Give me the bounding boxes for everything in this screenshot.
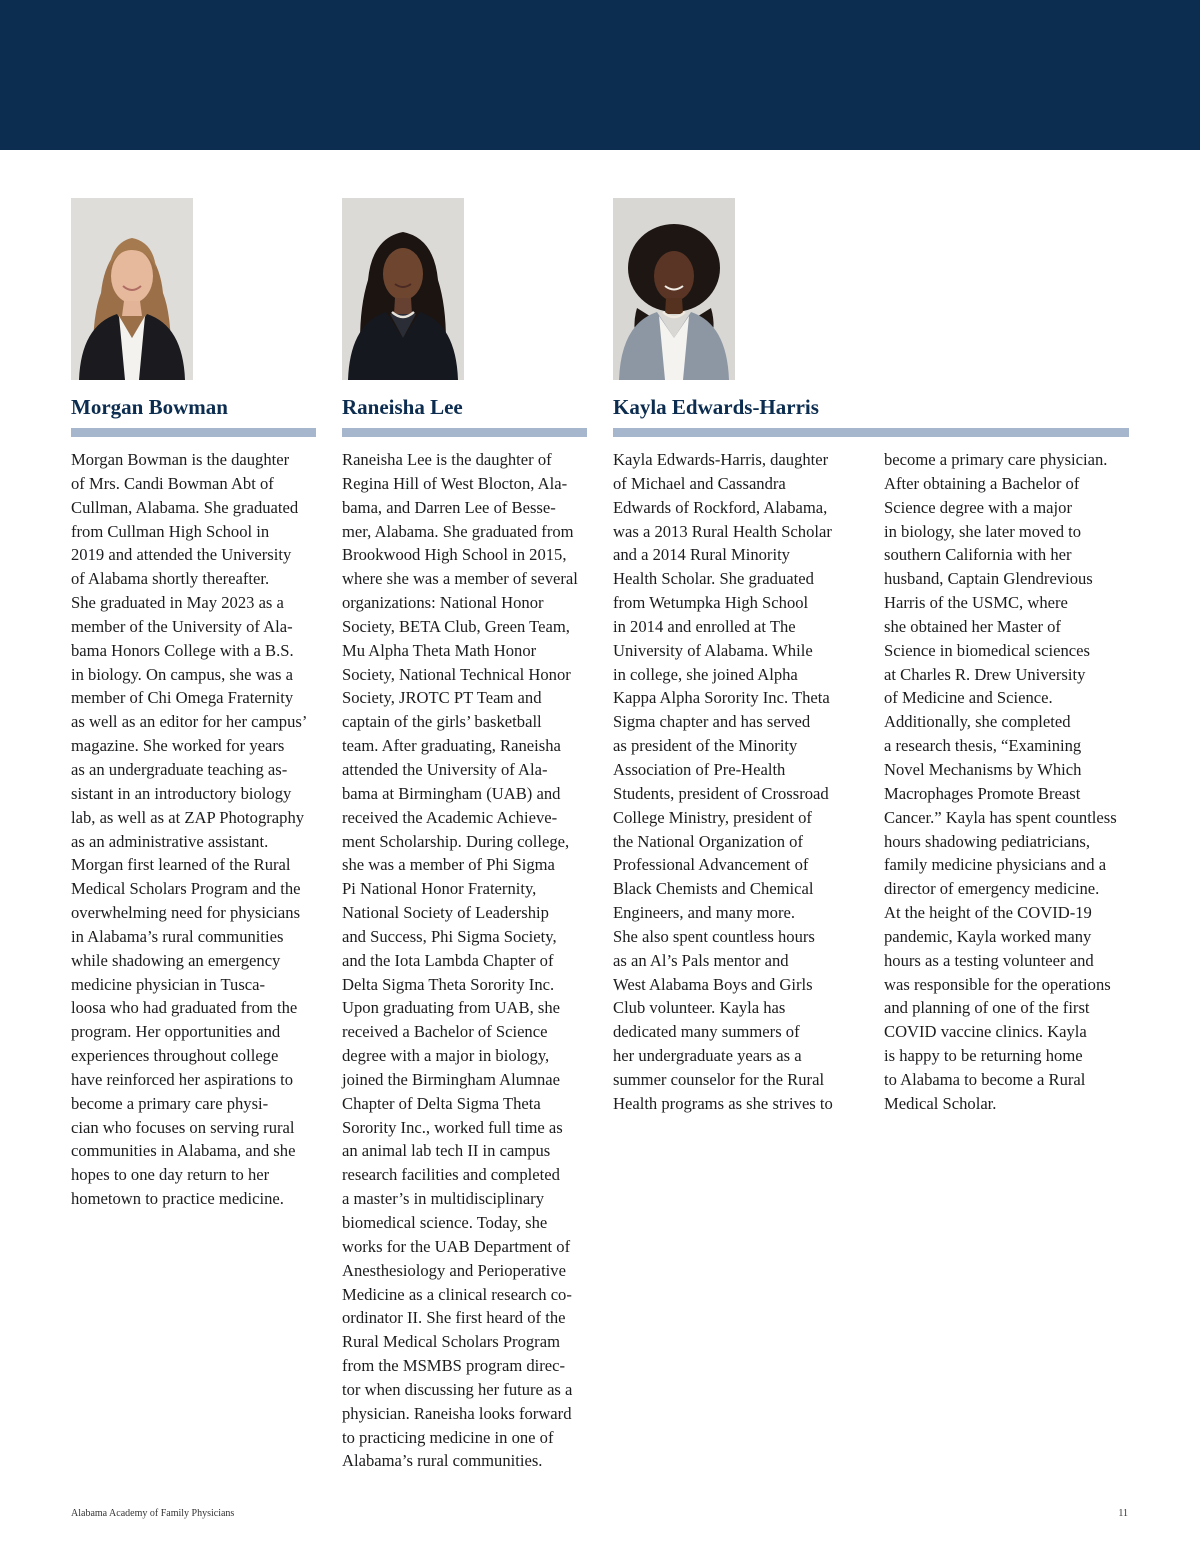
bio-line: works for the UAB Department of [342, 1236, 571, 1256]
bio-line: biomedical science. Today, she [342, 1213, 548, 1232]
bio-line: to Alabama to become a Rural [884, 1069, 1086, 1089]
bio-line: Cullman, Alabama. She graduated [71, 497, 299, 517]
bio-line: was responsible for the operations [884, 974, 1111, 994]
portrait-photo-raneisha-lee [342, 198, 464, 380]
bio-line: she obtained her Master of [884, 616, 1061, 636]
bio-line: degree with a major in biology, [342, 1046, 550, 1066]
bio-line: Rural Medical Scholars Program [342, 1332, 560, 1352]
bio-line: She graduated in May 2023 as a [71, 593, 284, 613]
bio-line: a research thesis, “Examining [884, 736, 1082, 756]
bio-line: have reinforced her aspirations to [71, 1069, 294, 1089]
bio-line: of Medicine and Science. [884, 688, 1053, 708]
bio-line: in 2014 and enrolled at The [613, 616, 796, 636]
bio-line: loosa who had graduated from the [71, 998, 298, 1018]
bio-line: in biology, she later moved to [884, 521, 1082, 541]
bio-line: of Mrs. Candi Bowman Abt of [71, 473, 274, 493]
bio-line: Additionally, she completed [884, 712, 1071, 732]
bio-line: She also spent countless hours [613, 926, 815, 946]
bio-line: from Cullman High School in [71, 521, 270, 541]
bio-line: Upon graduating from UAB, she [342, 998, 560, 1018]
bio-line: become a primary care physi- [71, 1093, 269, 1113]
bio-line: physician. Raneisha looks forward [342, 1403, 572, 1423]
bio-line: and planning of one of the first [884, 998, 1090, 1018]
bio-line: husband, Captain Glendrevious [884, 569, 1093, 589]
bio-line: At the height of the COVID-19 [884, 903, 1092, 923]
bio-line: hometown to practice medicine. [71, 1189, 284, 1209]
bio-kayla-edwards-harris [613, 448, 833, 1116]
bio-line: of Michael and Cassandra [613, 473, 786, 493]
bio-line: magazine. She worked for years [71, 736, 285, 756]
bio-line: from Wetumpka High School [613, 593, 809, 613]
bio-line: program. Her opportunities and [71, 1022, 281, 1042]
bio-line: National Society of Leadership [342, 903, 549, 923]
bio-line: as president of the Minority [613, 736, 798, 756]
bio-line: received a Bachelor of Science [342, 1022, 548, 1042]
bio-line: Chapter of Delta Sigma Theta [342, 1093, 541, 1113]
bio-line: team. After graduating, Raneisha [342, 736, 561, 756]
bio-line: in college, she joined Alpha [613, 664, 798, 684]
divider-rule [613, 428, 1129, 437]
bio-line: Alabama’s rural communities. [342, 1451, 543, 1471]
bio-line: communities in Alabama, and she [71, 1141, 296, 1161]
bio-line: an animal lab tech II in campus [342, 1141, 551, 1161]
bio-line: bama Honors College with a B.S. [71, 640, 294, 660]
bio-line: lab, as well as at ZAP Photography [71, 807, 305, 827]
bio-line: COVID vaccine clinics. Kayla [884, 1022, 1087, 1042]
bio-line: Anesthesiology and Perioperative [342, 1260, 566, 1280]
bio-line: Brookwood High School in 2015, [342, 545, 567, 565]
name-heading-morgan-bowman: Morgan Bowman [71, 395, 228, 419]
bio-line: where she was a member of several [342, 569, 578, 589]
bio-line: and the Iota Lambda Chapter of [342, 950, 554, 970]
bio-line: Society, BETA Club, Green Team, [342, 616, 570, 636]
portrait-photo-morgan-bowman [71, 198, 193, 380]
bio-line: College Ministry, president of [613, 807, 812, 827]
bio-line: Edwards of Rockford, Alabama, [613, 497, 828, 517]
bio-line: as well as an editor for her campus’ [71, 712, 308, 732]
bio-line: Macrophages Promote Breast [884, 783, 1081, 803]
bio-line: she was a member of Phi Sigma [342, 855, 555, 875]
bio-line: experiences throughout college [71, 1046, 279, 1066]
bio-line: medicine physician in Tusca- [71, 974, 266, 994]
bio-line: in Alabama’s rural communities [71, 926, 284, 946]
bio-line: Medical Scholar. [884, 1093, 997, 1113]
bio-line: Club volunteer. Kayla has [613, 998, 786, 1018]
bio-line: Students, president of Crossroad [613, 783, 829, 803]
bio-line: 2019 and attended the University [71, 545, 292, 565]
footer-page-number: 11 [1118, 1508, 1128, 1519]
bio-line: Engineers, and many more. [613, 903, 796, 923]
bio-line: Association of Pre-Health [613, 759, 786, 779]
bio-line: a master’s in multidisciplinary [342, 1189, 545, 1209]
bio-line: attended the University of Ala- [342, 759, 548, 779]
bio-line: mer, Alabama. She graduated from [342, 521, 574, 541]
bio-line: Sigma chapter and has served [613, 712, 811, 732]
bio-line: Society, National Technical Honor [342, 664, 571, 684]
divider-rule [342, 428, 587, 437]
bio-line: southern California with her [884, 545, 1072, 565]
bio-line: the National Organization of [613, 831, 804, 851]
bio-line: as an Al’s Pals mentor and [613, 950, 789, 970]
bio-line: hours as a testing volunteer and [884, 950, 1094, 970]
bio-line: become a primary care physician. [884, 450, 1108, 469]
bio-line: Regina Hill of West Blocton, Ala- [342, 473, 568, 493]
bio-line: director of emergency medicine. [884, 879, 1100, 899]
bio-line: Delta Sigma Theta Sorority Inc. [342, 974, 555, 994]
bio-line: Morgan first learned of the Rural [71, 855, 291, 875]
bio-line: pandemic, Kayla worked many [884, 926, 1092, 946]
bio-line: Harris of the USMC, where [884, 593, 1068, 613]
name-heading-kayla-edwards-harris: Kayla Edwards-Harris [613, 395, 819, 419]
bio-line: overwhelming need for physicians [71, 903, 301, 923]
bio-kayla-edwards-harris-continued [884, 448, 1117, 1116]
bio-line: Kayla Edwards-Harris, daughter [613, 450, 829, 469]
bio-line: dedicated many summers of [613, 1022, 800, 1042]
bio-line: ordinator II. She first heard of the [342, 1308, 566, 1328]
bio-line: Sorority Inc., worked full time as [342, 1117, 563, 1137]
bio-line: Raneisha Lee is the daughter of [342, 450, 552, 469]
bio-line: Mu Alpha Theta Math Honor [342, 640, 537, 660]
bio-line: Science in biomedical sciences [884, 640, 1090, 660]
name-heading-raneisha-lee: Raneisha Lee [342, 395, 463, 419]
bio-line: Novel Mechanisms by Which [884, 759, 1082, 779]
bio-line: Health programs as she strives to [613, 1093, 833, 1113]
bio-line: summer counselor for the Rural [613, 1069, 825, 1089]
bio-line: was a 2013 Rural Health Scholar [613, 521, 832, 541]
bio-line: in biology. On campus, she was a [71, 664, 293, 684]
footer-publication-name: Alabama Academy of Family Physicians [71, 1508, 235, 1519]
bio-line: research facilities and completed [342, 1165, 560, 1185]
bio-line: Medicine as a clinical research co- [342, 1284, 572, 1304]
bio-line: as an administrative assistant. [71, 831, 269, 851]
bio-line: Morgan Bowman is the daughter [71, 450, 290, 469]
bio-line: while shadowing an emergency [71, 950, 281, 970]
bio-line: family medicine physicians and a [884, 855, 1107, 875]
bio-line: Cancer.” Kayla has spent countless [884, 807, 1117, 827]
bio-line: After obtaining a Bachelor of [884, 473, 1080, 493]
bio-line: Science degree with a major [884, 497, 1072, 517]
bio-line: member of the University of Ala- [71, 616, 293, 636]
bio-line: Black Chemists and Chemical [613, 879, 814, 899]
bio-line: captain of the girls’ basketball [342, 712, 542, 732]
bio-line: Society, JROTC PT Team and [342, 688, 542, 708]
bio-line: ment Scholarship. During college, [342, 831, 570, 851]
header-band [0, 0, 1200, 150]
bio-line: organizations: National Honor [342, 593, 544, 613]
bio-line: from the MSMBS program direc- [342, 1356, 566, 1376]
bio-line: received the Academic Achieve- [342, 807, 558, 827]
bio-line: Medical Scholars Program and the [71, 879, 301, 899]
portrait-photo-kayla-edwards-harris [613, 198, 735, 380]
bio-line: member of Chi Omega Fraternity [71, 688, 294, 708]
bio-line: and a 2014 Rural Minority [613, 545, 790, 565]
bio-line: of Alabama shortly thereafter. [71, 569, 270, 589]
bio-line: sistant in an introductory biology [71, 783, 292, 803]
bio-line: hopes to one day return to her [71, 1165, 270, 1185]
bio-morgan-bowman [71, 448, 307, 1211]
bio-line: bama, and Darren Lee of Besse- [342, 497, 556, 517]
bio-line: joined the Birmingham Alumnae [342, 1069, 560, 1089]
bio-line: Health Scholar. She graduated [613, 569, 814, 589]
bio-line: to practicing medicine in one of [342, 1427, 554, 1447]
bio-line: Pi National Honor Fraternity, [342, 879, 537, 899]
bio-line: bama at Birmingham (UAB) and [342, 783, 561, 803]
bio-line: as an undergraduate teaching as- [71, 759, 288, 779]
bio-line: West Alabama Boys and Girls [613, 974, 813, 994]
bio-line: Professional Advancement of [613, 855, 809, 875]
bio-line: is happy to be returning home [884, 1046, 1083, 1066]
bio-line: her undergraduate years as a [613, 1046, 802, 1066]
bio-line: tor when discussing her future as a [342, 1379, 573, 1399]
bio-line: hours shadowing pediatricians, [884, 831, 1090, 851]
bio-line: at Charles R. Drew University [884, 664, 1086, 684]
bio-line: cian who focuses on serving rural [71, 1117, 295, 1137]
bio-line: Kappa Alpha Sorority Inc. Theta [613, 688, 830, 708]
divider-rule [71, 428, 316, 437]
bio-raneisha-lee [342, 448, 578, 1473]
bio-line: University of Alabama. While [613, 640, 813, 660]
bio-line: and Success, Phi Sigma Society, [342, 926, 557, 946]
